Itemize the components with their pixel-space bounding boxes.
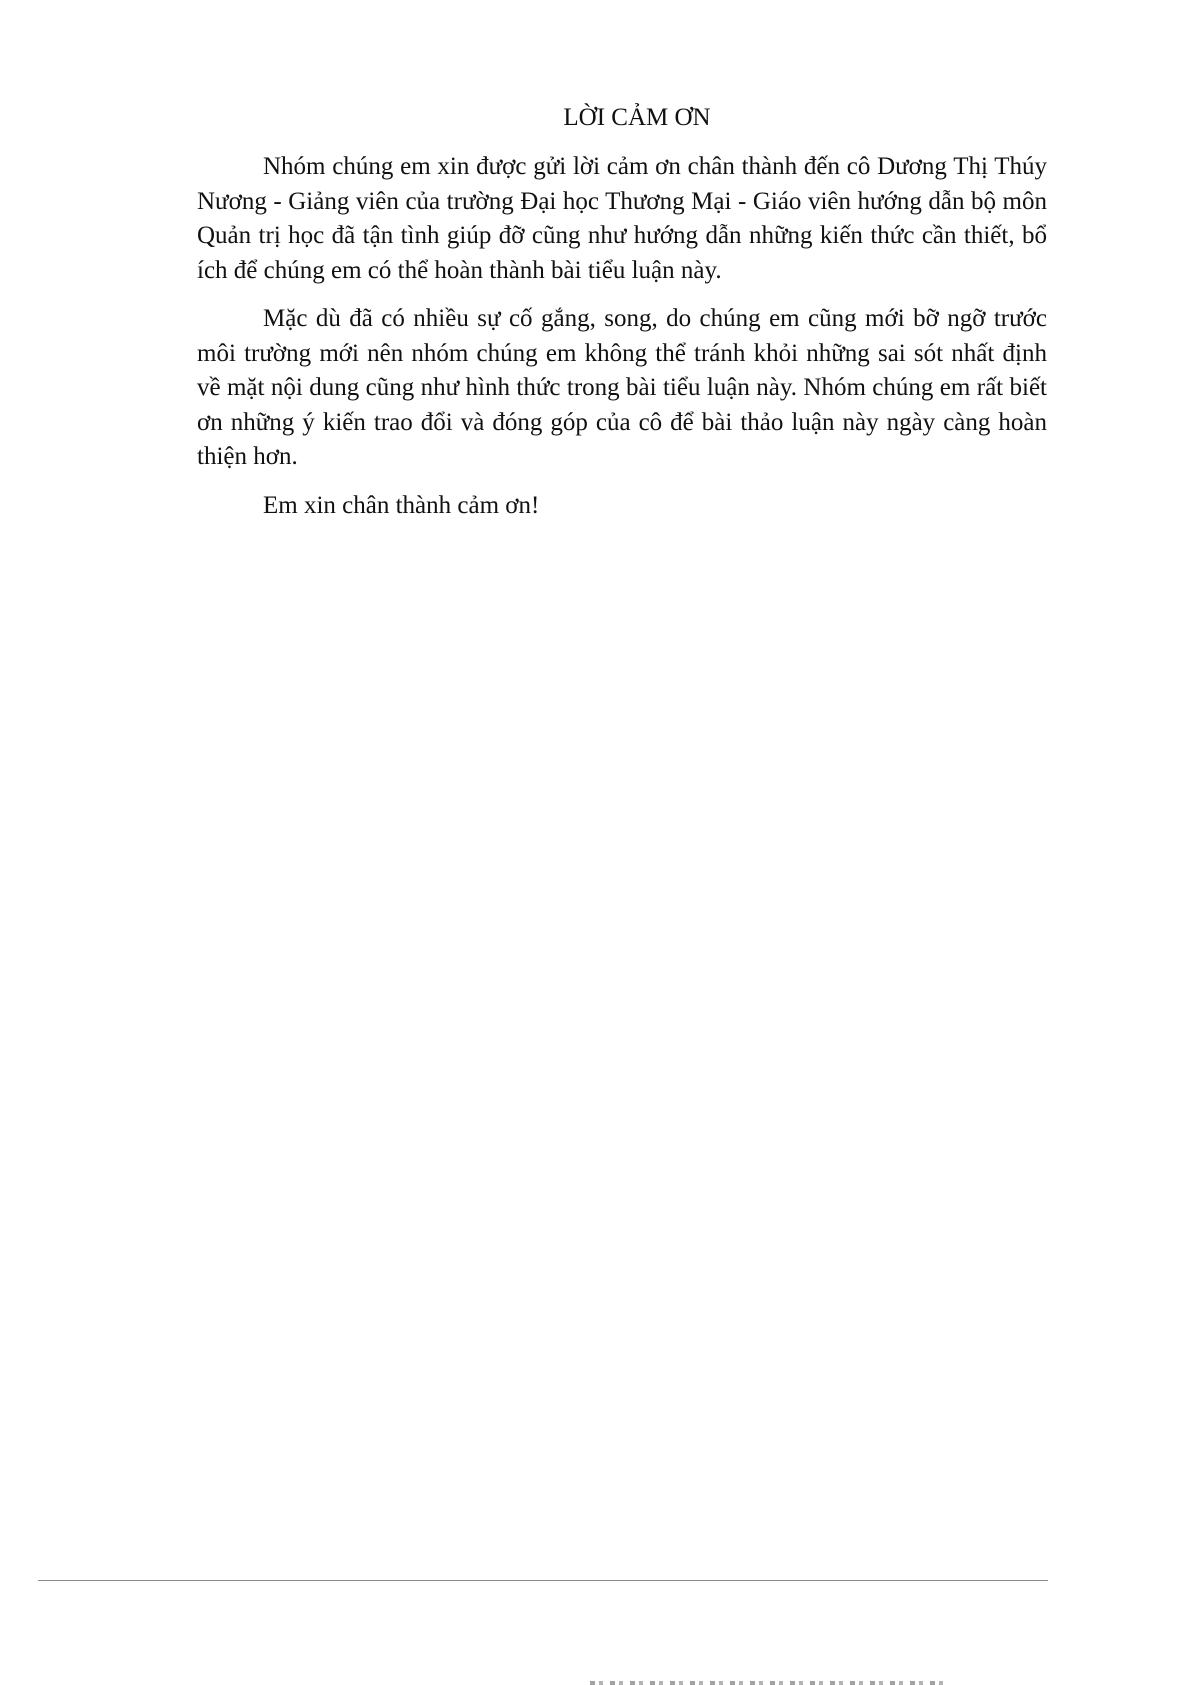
acknowledgement-paragraph-1: Nhóm chúng em xin được gửi lời cảm ơn chân thành đến cô Dương Thị Thúy Nương - Giảng viên của trường Đại học Thương Mại - Giáo viên hướng dẫn bộ môn Quản trị học đã tận tình giúp đỡ cũng như hướng dẫn những kiến thức cần thiết, bổ ích để chúng em có thể hoàn thành bài tiểu luận này. [197, 153, 1047, 284]
acknowledgement-paragraph-2: Mặc dù đã có nhiều sự cố gắng, song, do chúng em cũng mới bỡ ngỡ trước môi trường mới nên nhóm chúng em không thể tránh khỏi những sai sót nhất định về mặt nội dung cũng như hình thức trong bài tiểu luận này. Nhóm chúng em rất biết ơn những ý kiến trao đổi và đóng góp của cô để bài thảo luận này ngày càng hoàn thiện hơn. [197, 305, 1047, 470]
footer-divider [38, 1580, 1048, 1581]
document-body [197, 100, 1047, 523]
page-title: LỜI CẢM ƠN [563, 104, 711, 131]
closing-line: Em xin chân thành cảm ơn! [263, 491, 540, 519]
scan-edge-mark [590, 1681, 950, 1685]
